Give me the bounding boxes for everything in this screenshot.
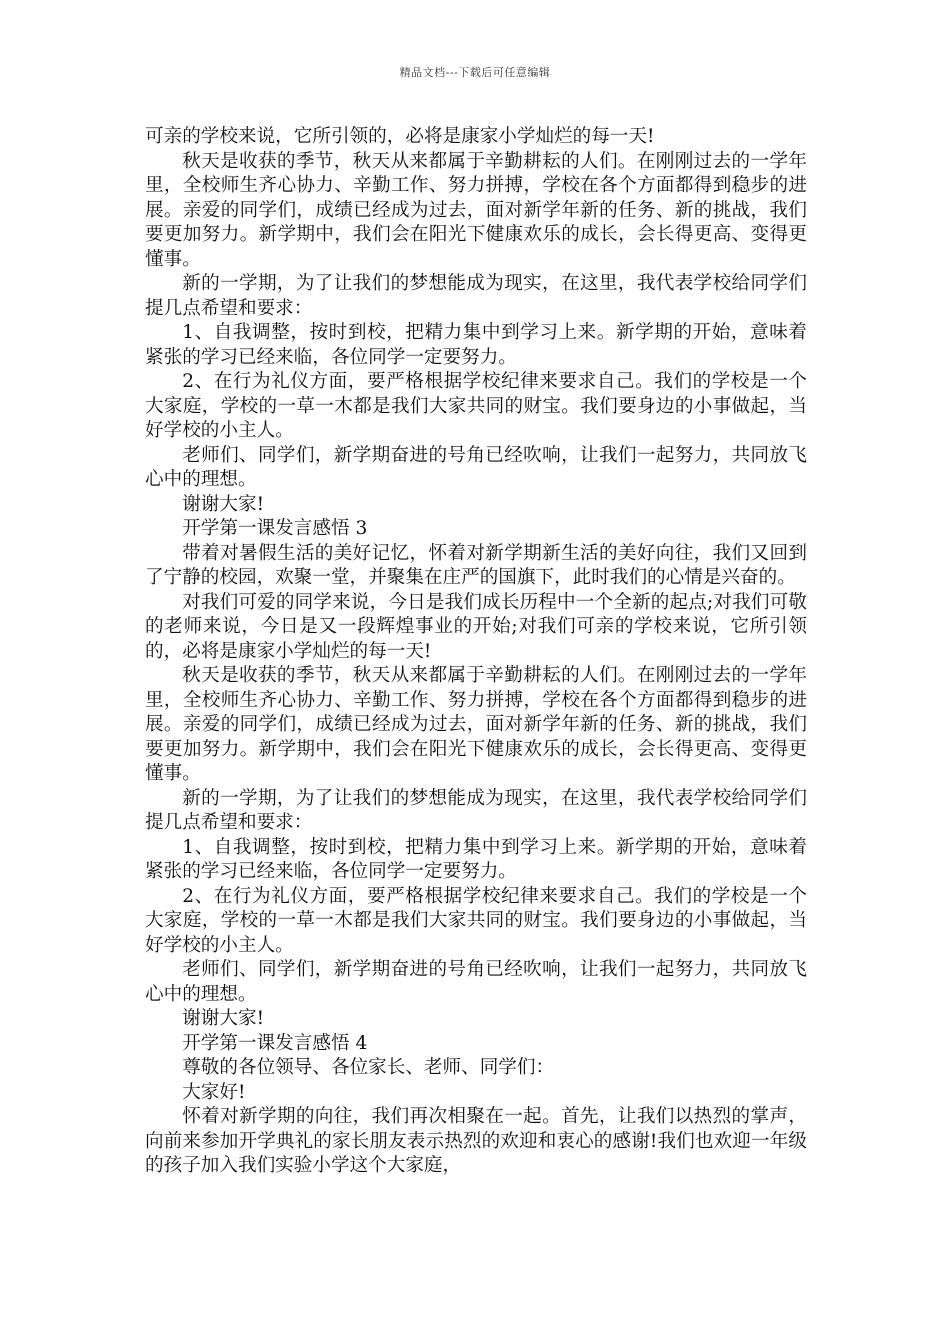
document-body bbox=[145, 125, 807, 1179]
paragraph: 秋天是收获的季节，秋天从来都属于辛勤耕耘的人们。在刚刚过去的一学年里，全校师生齐心协力、辛勤工作、努力拼搏，学校在各个方面都得到稳步的进展。亲爱的同学们，成绩已经成为过去，面对新学年新的任务、新的挑战，我们要更加努力。新学期中，我们会在阳光下健康欢乐的成长，会长得更高、变得更懂事。 bbox=[145, 665, 807, 784]
paragraph: 老师们、同学们，新学期奋进的号角已经吹响，让我们一起努力，共同放飞心中的理想。 bbox=[145, 444, 807, 490]
paragraph: 老师们、同学们，新学期奋进的号角已经吹响，让我们一起努力，共同放飞心中的理想。 bbox=[145, 959, 807, 1005]
section-heading: 开学第一课发言感悟 4 bbox=[182, 1032, 368, 1054]
closing-line: 谢谢大家! bbox=[182, 493, 265, 515]
list-item: 1、自我调整，按时到校，把精力集中到学习上来。新学期的开始，意味着紧张的学习已经来临，各位同学一定要努力。 bbox=[145, 836, 807, 882]
page-header: 精品文档---下载后可任意编辑 bbox=[399, 66, 551, 79]
paragraph: 新的一学期，为了让我们的梦想能成为现实，在这里，我代表学校给同学们提几点希望和要求： bbox=[145, 787, 807, 833]
salutation: 尊敬的各位领导、各位家长、老师、同学们： bbox=[182, 1057, 555, 1078]
paragraph: 新的一学期，为了让我们的梦想能成为现实，在这里，我代表学校给同学们提几点希望和要求： bbox=[145, 273, 807, 319]
paragraph: 可亲的学校来说，它所引领的，必将是康家小学灿烂的每一天! bbox=[145, 126, 655, 147]
list-item: 2、在行为礼仪方面，要严格根据学校纪律来要求自己。我们的学校是一个大家庭，学校的一草一木都是我们大家共同的财宝。我们要身边的小事做起，当好学校的小主人。 bbox=[145, 885, 807, 956]
paragraph: 怀着对新学期的向往，我们再次相聚在一起。首先，让我们以热烈的掌声，向前来参加开学典礼的家长朋友表示热烈的欢迎和衷心的感谢!我们也欢迎一年级的孩子加入我们实验小学这个大家庭， bbox=[145, 1106, 807, 1176]
paragraph: 秋天是收获的季节，秋天从来都属于辛勤耕耘的人们。在刚刚过去的一学年里，全校师生齐心协力、辛勤工作、努力拼搏，学校在各个方面都得到稳步的进展。亲爱的同学们，成绩已经成为过去，面对新学年新的任务、新的挑战，我们要更加努力。新学期中，我们会在阳光下健康欢乐的成长，会长得更高、变得更懂事。 bbox=[145, 150, 807, 270]
paragraph: 带着对暑假生活的美好记忆，怀着对新学期新生活的美好向往，我们又回到了宁静的校园，欢聚一堂，并聚集在庄严的国旗下，此时我们的心情是兴奋的。 bbox=[145, 542, 807, 588]
greeting: 大家好! bbox=[182, 1081, 246, 1103]
list-item: 1、自我调整，按时到校，把精力集中到学习上来。新学期的开始，意味着紧张的学习已经来临，各位同学一定要努力。 bbox=[145, 322, 807, 368]
paragraph: 对我们可爱的同学来说，今日是我们成长历程中一个全新的起点;对我们可敬的老师来说，今日是又一段辉煌事业的开始;对我们可亲的学校来说，它所引领的，必将是康家小学灿烂的每一天! bbox=[145, 591, 807, 662]
section-heading: 开学第一课发言感悟 3 bbox=[182, 518, 368, 539]
closing-line: 谢谢大家! bbox=[182, 1008, 265, 1029]
list-item: 2、在行为礼仪方面，要严格根据学校纪律来要求自己。我们的学校是一个大家庭，学校的一草一木都是我们大家共同的财宝。我们要身边的小事做起，当好学校的小主人。 bbox=[145, 371, 807, 441]
